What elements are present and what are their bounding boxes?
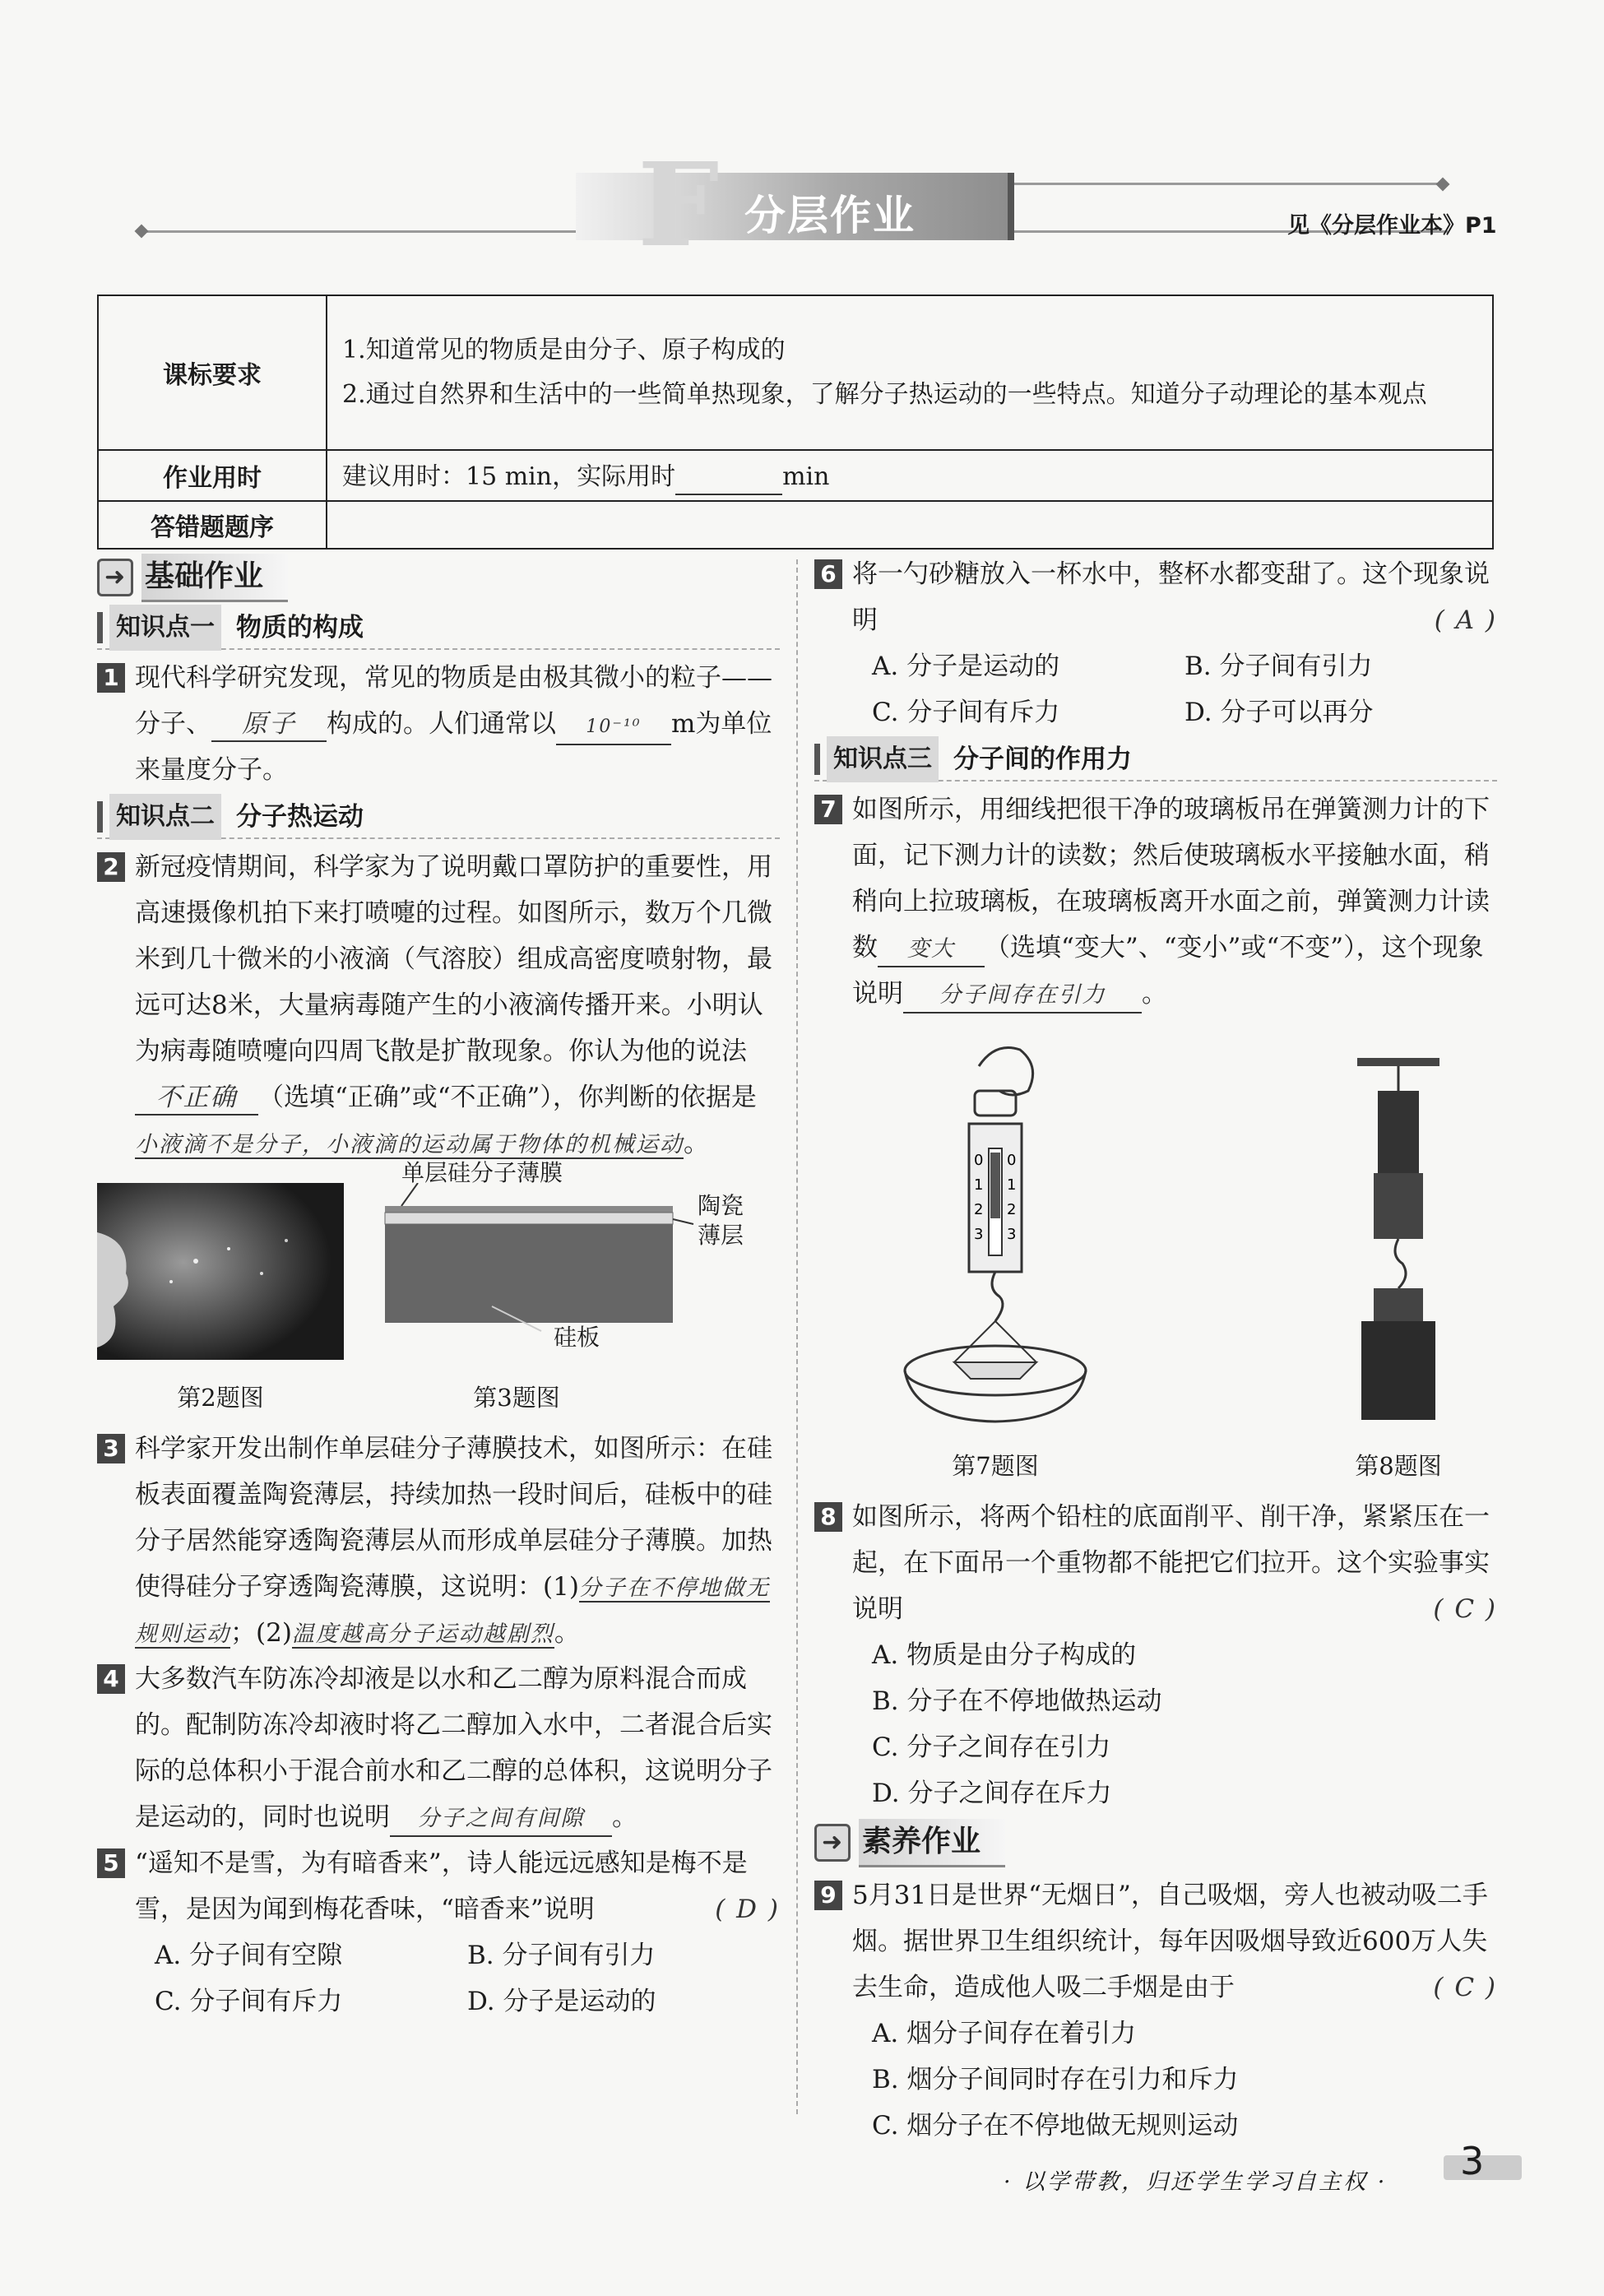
figure-8 bbox=[1341, 1041, 1456, 1489]
kp-name: 物质的构成 bbox=[236, 613, 364, 642]
arrow-icon bbox=[814, 1824, 851, 1862]
answer-choice[interactable]: ( D ) bbox=[715, 1895, 780, 1924]
left-column bbox=[97, 551, 780, 2025]
option-a[interactable]: A. 物质是由分子构成的 bbox=[872, 1640, 1137, 1670]
kp-tag: 知识点三 bbox=[827, 736, 939, 782]
actual-time-field[interactable] bbox=[675, 461, 782, 495]
banner-letter: F bbox=[637, 138, 720, 273]
figure-7-caption: 第7题图 bbox=[952, 1452, 1039, 1480]
question-number: 9 bbox=[814, 1881, 842, 1910]
banner-rule-right bbox=[1008, 183, 1444, 185]
option-d[interactable]: D. 分子可以再分 bbox=[1184, 698, 1374, 727]
question-text: 。 bbox=[684, 1129, 709, 1158]
option-a[interactable]: A. 烟分子间存在着引力 bbox=[872, 2019, 1137, 2048]
option-a[interactable]: A. 分子是运动的 bbox=[872, 652, 1060, 681]
kp-name: 分子间的作用力 bbox=[953, 744, 1132, 774]
question-text: 科学家开发出制作单层硅分子薄膜技术，如图所示：在硅板表面覆盖陶瓷薄层，持续加热一段时间后，硅板中的硅分子居然能穿透陶瓷薄层从而形成单层硅分子薄膜。加热使得硅分子穿透陶瓷薄膜，这说明：(1) bbox=[135, 1434, 772, 1602]
svg-text:2: 2 bbox=[974, 1201, 984, 1218]
option-b[interactable]: B. 分子间有引力 bbox=[1184, 652, 1373, 681]
question-text: 现代科学研究发现，常见的物质是由极其微小的粒子——分子、 bbox=[135, 663, 772, 739]
question-number: 2 bbox=[97, 852, 125, 882]
question-9 bbox=[814, 1872, 1497, 2011]
question-7 bbox=[814, 786, 1497, 1017]
figure-3-caption: 第3题图 bbox=[473, 1384, 560, 1412]
kp-bar bbox=[97, 612, 103, 643]
kp-bar bbox=[97, 801, 103, 833]
answer-blank[interactable]: 不正确 bbox=[135, 1081, 258, 1116]
answer-blank[interactable]: 10⁻¹⁰ bbox=[556, 711, 671, 745]
figures-2-3 bbox=[97, 1159, 780, 1421]
figure-2 bbox=[97, 1183, 344, 1421]
question-6 bbox=[814, 551, 1497, 643]
question-text: 。 bbox=[554, 1618, 580, 1648]
option-d[interactable]: D. 分子是运动的 bbox=[467, 1987, 656, 2016]
question-6-options bbox=[814, 643, 1497, 735]
question-text: 5月31日是世界“无烟日”，自己吸烟，旁人也被动吸二手烟。据世界卫生组织统计，每年因吸烟导致近600万人失去生命，造成他人吸二手烟是由于 bbox=[852, 1881, 1488, 2002]
arrow-icon bbox=[97, 559, 133, 596]
figure-8-caption: 第8题图 bbox=[1355, 1452, 1442, 1480]
question-text: 新冠疫情期间，科学家为了说明戴口罩防护的重要性，用高速摄像机拍下来打喷嚏的过程。如图所示，数万个几微米到几十微米的小液滴（气溶胶）组成高密度喷射物，最远可达8米，大量病毒随产生的小液滴传播开来。小明认为病毒随喷嚏向四周飞散是扩散现象。你认为他的说法 bbox=[135, 852, 772, 1066]
question-text: m为单位来量度分子。 bbox=[135, 709, 772, 785]
figure-2-caption: 第2题图 bbox=[177, 1384, 264, 1412]
question-number: 1 bbox=[97, 663, 125, 693]
answer-blank[interactable]: 温度越高分子运动越剧烈 bbox=[291, 1621, 554, 1647]
question-5 bbox=[97, 1840, 780, 1932]
svg-text:0: 0 bbox=[974, 1152, 984, 1169]
knowledge-point-2 bbox=[97, 796, 780, 839]
question-text: （选填“变大”、“变小”或“不变”），这个现象说明 bbox=[852, 933, 1484, 1009]
fig3-label-film: 单层硅分子薄膜 bbox=[401, 1159, 563, 1186]
curriculum-item-1: 1.知道常见的物质是由分子、原子构成的 bbox=[342, 336, 786, 364]
fig3-label-ceramic: 陶瓷薄层 bbox=[698, 1192, 744, 1249]
footer-motto: · 以学带教，归还学生学习自主权 · bbox=[1004, 2169, 1388, 2195]
kp-tag: 知识点一 bbox=[109, 605, 221, 651]
question-5-options bbox=[97, 1932, 780, 2025]
question-text: （选填“正确”或“不正确”），你判断的依据是 bbox=[258, 1083, 757, 1112]
svg-text:1: 1 bbox=[974, 1176, 984, 1194]
question-text: 构成的。人们通常以 bbox=[327, 709, 556, 739]
option-b[interactable]: B. 分子在不停地做热运动 bbox=[872, 1686, 1162, 1716]
option-c[interactable]: C. 分子间有斥力 bbox=[872, 698, 1060, 727]
answer-blank[interactable]: 分子间存在引力 bbox=[903, 979, 1142, 1013]
svg-text:3: 3 bbox=[974, 1226, 984, 1243]
question-number: 5 bbox=[97, 1848, 125, 1878]
page-number: 3 bbox=[1460, 2139, 1485, 2183]
spring-scale-diagram bbox=[897, 1041, 1094, 1428]
answer-blank[interactable]: 小液滴不是分子，小液滴的运动属于物体的机械运动 bbox=[135, 1132, 684, 1157]
workbook-reference: 见《分层作业本》P1 bbox=[1287, 213, 1497, 239]
kp-tag: 知识点二 bbox=[109, 794, 221, 840]
right-column bbox=[814, 551, 1497, 2149]
banner-title: 分层作业 bbox=[744, 192, 916, 239]
option-a[interactable]: A. 分子间有空隙 bbox=[155, 1941, 343, 1970]
answer-blank[interactable]: 变大 bbox=[878, 933, 985, 967]
banner-diamond-right bbox=[1436, 178, 1450, 192]
figure-7 bbox=[897, 1041, 1094, 1489]
time-content bbox=[327, 450, 1493, 501]
svg-text:3: 3 bbox=[1007, 1226, 1017, 1243]
question-number: 4 bbox=[97, 1664, 125, 1694]
figure-3 bbox=[369, 1159, 780, 1421]
section-title: 素养作业 bbox=[859, 1819, 1005, 1867]
fig3-label-silicon: 硅板 bbox=[554, 1324, 600, 1351]
svg-text:1: 1 bbox=[1007, 1176, 1017, 1194]
section-header-basic bbox=[97, 553, 780, 602]
curriculum-label: 课标要求 bbox=[98, 295, 327, 450]
svg-text:2: 2 bbox=[1007, 1201, 1017, 1218]
question-text: “遥知不是雪，为有暗香来”，诗人能远远感知是梅不是雪，是因为闻到梅花香味，“暗香来”说明 bbox=[135, 1848, 748, 1924]
answer-blank[interactable]: 分子之间有间隙 bbox=[390, 1802, 612, 1837]
question-number: 7 bbox=[814, 795, 842, 824]
kp-bar bbox=[814, 744, 820, 775]
time-unit: min bbox=[782, 462, 830, 491]
answer-blank[interactable]: 原子 bbox=[211, 707, 327, 742]
question-number: 8 bbox=[814, 1502, 842, 1532]
time-label: 作业用时 bbox=[98, 450, 327, 501]
knowledge-point-1 bbox=[97, 607, 780, 650]
option-d[interactable]: D. 分子之间存在斥力 bbox=[872, 1779, 1112, 1808]
time-text: 建议用时：15 min，实际用时 bbox=[342, 462, 676, 491]
knowledge-point-3 bbox=[814, 739, 1497, 782]
option-b[interactable]: B. 烟分子间同时存在引力和斥力 bbox=[872, 2065, 1239, 2094]
svg-text:0: 0 bbox=[1007, 1152, 1017, 1169]
question-2 bbox=[97, 844, 780, 1167]
kp-name: 分子热运动 bbox=[236, 802, 364, 832]
question-text: 大多数汽车防冻冷却液是以水和乙二醇为原料混合而成的。配制防冻冷却液时将乙二醇加入水中，二者混合后实际的总体积小于混合前水和乙二醇的总体积，这说明分子是运动的，同时也说明 bbox=[135, 1664, 772, 1832]
question-1 bbox=[97, 655, 780, 793]
option-b[interactable]: B. 分子间有引力 bbox=[467, 1941, 656, 1970]
question-text: 如图所示，将两个铅柱的底面削平、削干净，紧紧压在一起，在下面吊一个重物都不能把它们拉开。这个实验事实说明 bbox=[852, 1502, 1490, 1624]
question-text: 如图所示，用细线把很干净的玻璃板吊在弹簧测力计的下面，记下测力计的读数；然后使玻璃板水平接触水面，稍稍向上拉玻璃板，在玻璃板离开水面之前，弹簧测力计读数 bbox=[852, 795, 1490, 962]
column-divider bbox=[796, 559, 798, 2114]
question-text: 将一勺砂糖放入一杯水中，整杯水都变甜了。这个现象说明 bbox=[852, 559, 1490, 635]
curriculum-content bbox=[327, 295, 1493, 450]
option-c[interactable]: C. 烟分子在不停地做无规则运动 bbox=[872, 2111, 1239, 2141]
question-text: ；(2) bbox=[230, 1618, 292, 1648]
question-3 bbox=[97, 1426, 780, 1656]
wrong-questions-label: 答错题题序 bbox=[98, 501, 327, 549]
question-8 bbox=[814, 1494, 1497, 1632]
requirements-table bbox=[97, 295, 1494, 550]
lead-cylinders-diagram bbox=[1341, 1041, 1456, 1428]
wrong-questions-field[interactable] bbox=[327, 501, 1493, 549]
question-text: 。 bbox=[612, 1802, 637, 1832]
section-header-literacy bbox=[814, 1818, 1497, 1867]
sneeze-photo bbox=[97, 1183, 344, 1360]
answer-choice[interactable]: ( C ) bbox=[1433, 1973, 1497, 2002]
section-title: 基础作业 bbox=[141, 554, 288, 602]
question-number: 6 bbox=[814, 559, 842, 589]
question-number: 3 bbox=[97, 1434, 125, 1463]
question-4 bbox=[97, 1656, 780, 1840]
answer-choice[interactable]: ( A ) bbox=[1434, 605, 1497, 635]
banner-diamond-left bbox=[135, 225, 149, 239]
answer-blank[interactable]: 分子在不停地做无规则运动 bbox=[135, 1575, 770, 1647]
figures-7-8 bbox=[814, 1033, 1497, 1489]
option-c[interactable]: C. 分子间有斥力 bbox=[155, 1987, 343, 2016]
question-text: 。 bbox=[1142, 979, 1167, 1009]
answer-choice[interactable]: ( C ) bbox=[1433, 1594, 1497, 1624]
option-c[interactable]: C. 分子之间存在引力 bbox=[872, 1732, 1111, 1762]
curriculum-item-2: 2.通过自然界和生活中的一些简单热现象，了解分子热运动的一些特点。知道分子动理论的基本观点 bbox=[342, 380, 1427, 409]
